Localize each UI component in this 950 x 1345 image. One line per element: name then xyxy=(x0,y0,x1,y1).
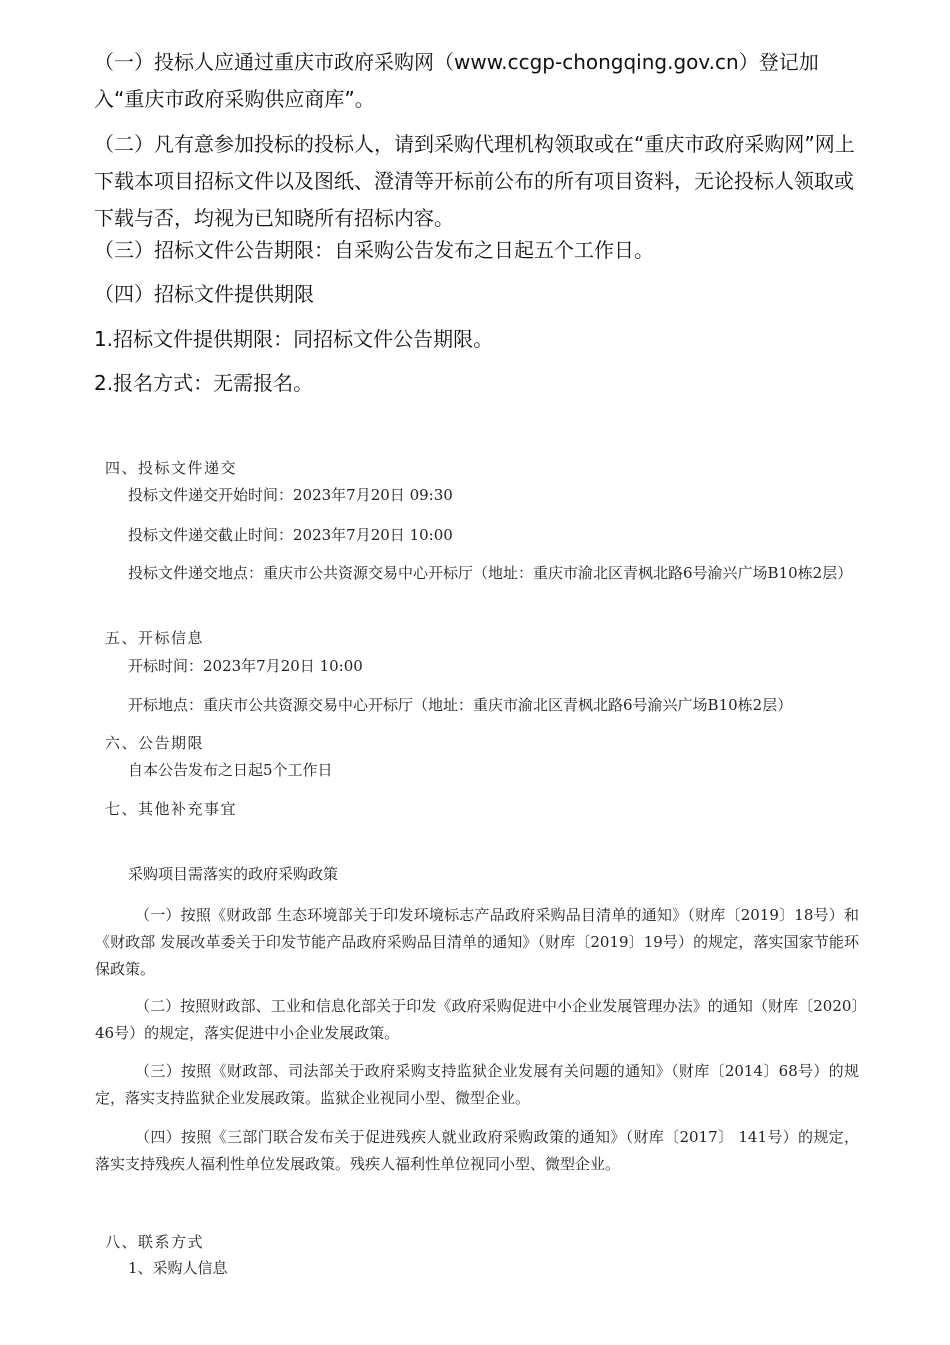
submission-location: 投标文件递交地点：重庆市公共资源交易中心开标厅（地址：重庆市渝北区青枫北路6号渝兴广场B10栋2层） xyxy=(128,564,853,582)
section-8-heading: 八、联系方式 xyxy=(105,1233,205,1251)
policy-item-2: （二）按照财政部、工业和信息化部关于印发《政府采购促进中小企业发展管理办法》的通知（财库〔2020〕46号）的规定，落实促进中小企业发展政策。 xyxy=(95,997,859,1042)
requirement-item-1: （一）投标人应通过重庆市政府采购网（www.ccgp-chongqing.gov.cn）登记加入“重庆市政府采购供应商库”。 xyxy=(94,50,819,111)
requirement-item-2: （二）凡有意参加投标的投标人，请到采购代理机构领取或在“重庆市政府采购网”网上下载本项目招标文件以及图纸、澄清等开标前公布的所有项目资料，无论投标人领取或下载与否，均视为已知晓所有招标内容。 xyxy=(94,132,855,230)
submission-start-time: 投标文件递交开始时间：2023年7月20日 09:30 xyxy=(128,486,453,504)
opening-location: 开标地点：重庆市公共资源交易中心开标厅（地址：重庆市渝北区青枫北路6号渝兴广场B10栋2层） xyxy=(128,696,793,714)
policy-item-3: （三）按照《财政部、司法部关于政府采购支持监狱企业发展有关问题的通知》（财库〔2014〕68号）的规定，落实支持监狱企业发展政策。监狱企业视同小型、微型企业。 xyxy=(95,1062,859,1107)
requirement-item-4-1: 1.招标文件提供期限：同招标文件公告期限。 xyxy=(94,327,494,351)
policy-item-4: （四）按照《三部门联合发布关于促进残疾人就业政府采购政策的通知》（财库〔2017〕 141号）的规定，落实支持残疾人福利性单位发展政策。残疾人福利性单位视同小型、微型企业。 xyxy=(95,1128,859,1173)
section-6-heading: 六、公告期限 xyxy=(105,734,205,752)
requirement-item-4: （四）招标文件提供期限 xyxy=(94,282,314,306)
policy-title: 采购项目需落实的政府采购政策 xyxy=(128,865,339,883)
requirement-item-3: （三）招标文件公告期限：自采购公告发布之日起五个工作日。 xyxy=(94,238,654,262)
purchaser-info-heading: 1、采购人信息 xyxy=(128,1259,228,1277)
opening-time: 开标时间：2023年7月20日 10:00 xyxy=(128,657,363,675)
section-4-heading: 四、投标文件递交 xyxy=(105,459,238,477)
submission-end-time: 投标文件递交截止时间：2023年7月20日 10:00 xyxy=(128,526,453,544)
section-5-heading: 五、开标信息 xyxy=(105,629,205,647)
section-7-heading: 七、其他补充事宜 xyxy=(105,800,238,818)
requirement-item-4-2: 2.报名方式：无需报名。 xyxy=(94,371,314,395)
announcement-period: 自本公告发布之日起5个工作日 xyxy=(128,761,333,779)
policy-item-1: （一）按照《财政部 生态环境部关于印发环境标志产品政府采购品目清单的通知》（财库〔2019〕18号）和《财政部 发展改革委关于印发节能产品政府采购品目清单的通知》（财库〔2019〕19号）的规定，落实国家节能环保政策。 xyxy=(95,906,859,978)
